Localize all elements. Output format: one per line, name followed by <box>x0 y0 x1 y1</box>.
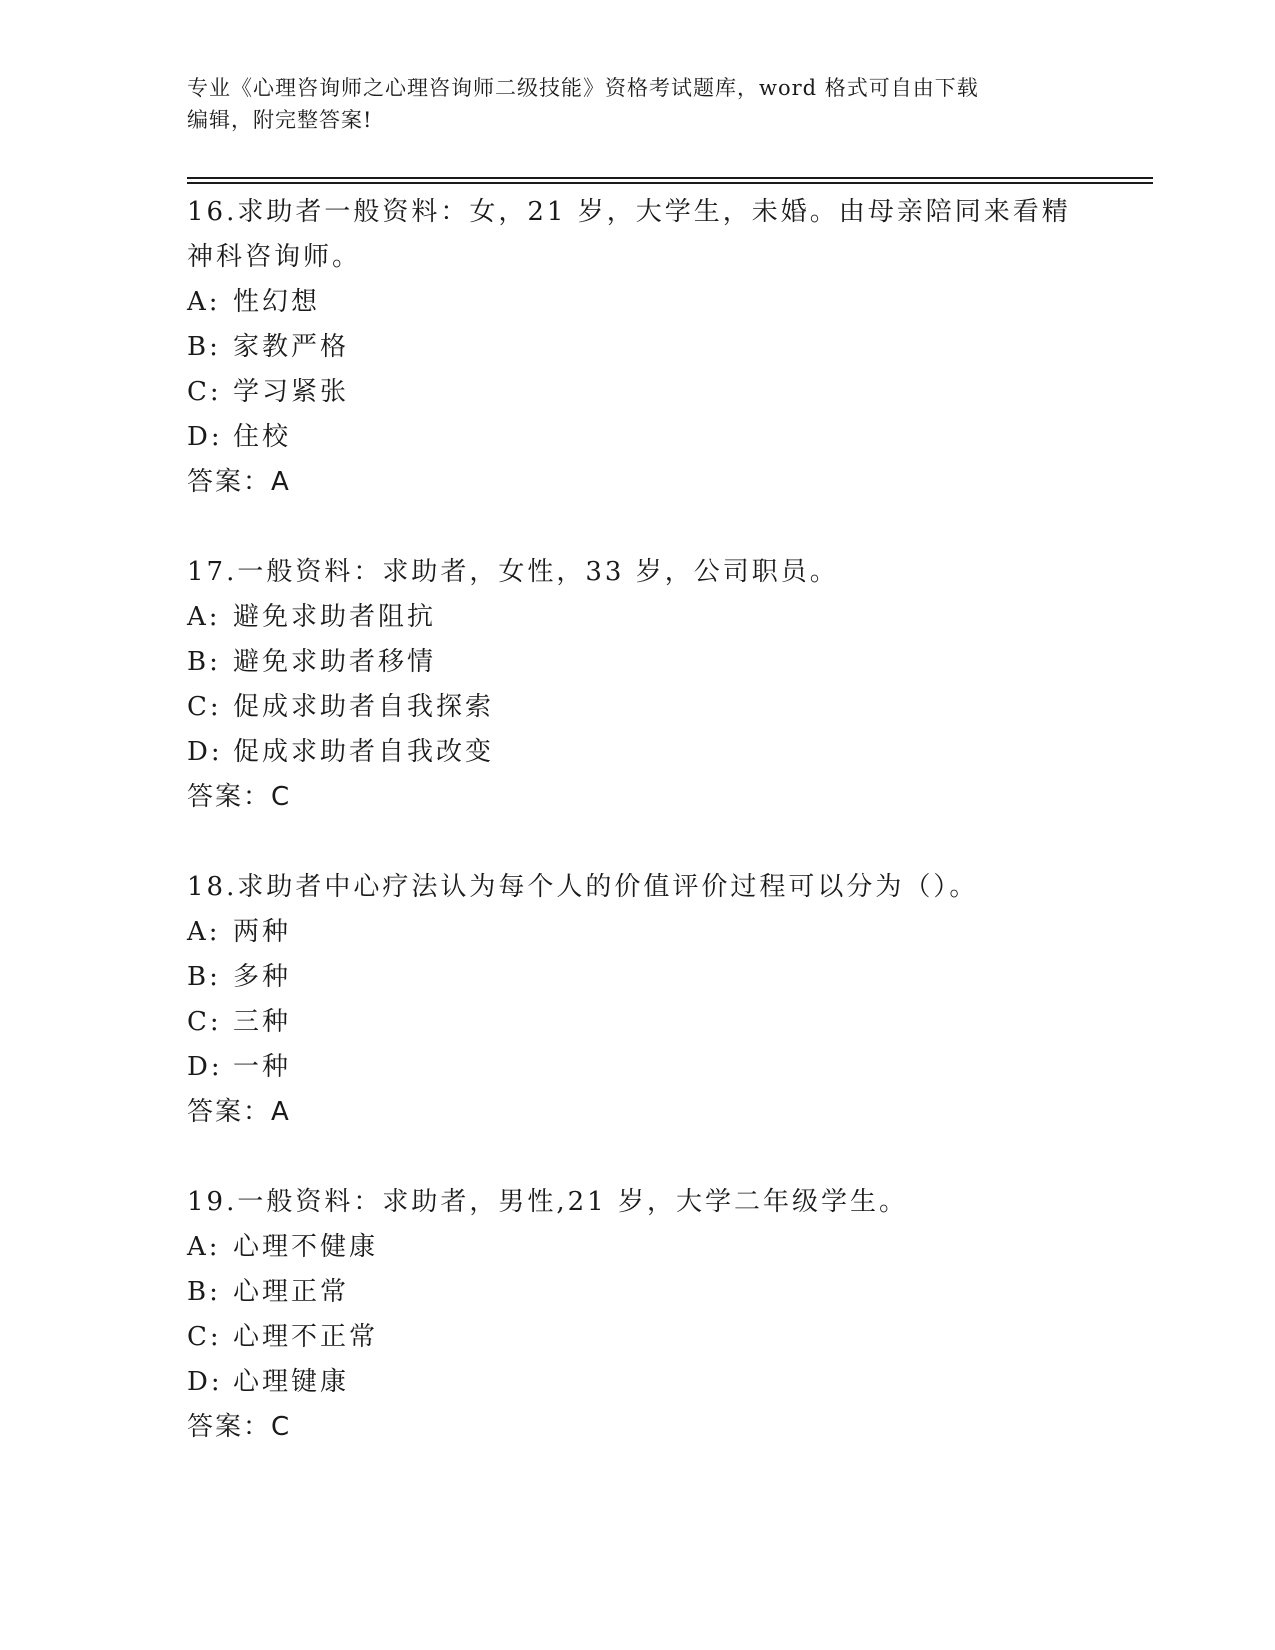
option-letter: B: <box>187 1277 221 1307</box>
option-text: 促成求助者自我改变 <box>233 737 495 767</box>
option-text: 避免求助者阻抗 <box>233 602 437 632</box>
option-d <box>187 1045 1087 1090</box>
option-d <box>187 415 1087 460</box>
option-letter: D: <box>187 737 223 767</box>
option-letter: C: <box>187 692 222 722</box>
option-d <box>187 730 1087 775</box>
option-text: 两种 <box>233 917 292 947</box>
option-text: 家教严格 <box>233 332 350 362</box>
option-a <box>187 910 1087 955</box>
option-d <box>187 1360 1087 1405</box>
option-text: 心理不正常 <box>233 1322 379 1352</box>
answer: 答案：C <box>187 782 292 812</box>
question-16 <box>187 190 1087 505</box>
option-text: 心理键康 <box>233 1367 350 1397</box>
header-divider-bottom <box>187 182 1153 184</box>
option-letter: D: <box>187 1052 223 1082</box>
option-b <box>187 325 1087 370</box>
option-letter: A: <box>187 917 221 947</box>
question-stem: 16.求助者一般资料：女，21 岁，大学生，未婚。由母亲陪同来看精神科咨询师。 <box>187 197 1071 272</box>
option-c <box>187 1315 1087 1360</box>
option-letter: D: <box>187 1367 223 1397</box>
question-18 <box>187 865 1087 1135</box>
option-b <box>187 640 1087 685</box>
option-letter: D: <box>187 422 223 452</box>
option-text: 住校 <box>233 422 292 452</box>
answer: 答案：A <box>187 1097 291 1127</box>
option-letter: B: <box>187 962 221 992</box>
answer: 答案：C <box>187 1412 292 1442</box>
answer: 答案：A <box>187 467 291 497</box>
option-letter: C: <box>187 377 222 407</box>
option-letter: B: <box>187 647 221 677</box>
option-text: 学习紧张 <box>233 377 350 407</box>
question-17 <box>187 550 1087 820</box>
question-stem: 19.一般资料：求助者，男性,21 岁，大学二年级学生。 <box>187 1187 908 1217</box>
option-letter: C: <box>187 1322 222 1352</box>
question-stem: 17.一般资料：求助者，女性，33 岁，公司职员。 <box>187 557 839 587</box>
document-header <box>187 72 1087 136</box>
option-text: 促成求助者自我探索 <box>233 692 495 722</box>
option-text: 性幻想 <box>233 287 321 317</box>
option-text: 心理正常 <box>233 1277 350 1307</box>
question-stem: 18.求助者中心疗法认为每个人的价值评价过程可以分为（）。 <box>187 872 979 902</box>
option-letter: A: <box>187 602 221 632</box>
option-b <box>187 955 1087 1000</box>
option-letter: A: <box>187 1232 221 1262</box>
option-a <box>187 595 1087 640</box>
question-list <box>187 190 1087 1495</box>
question-19 <box>187 1180 1087 1450</box>
option-text: 多种 <box>233 962 292 992</box>
option-a <box>187 1225 1087 1270</box>
option-text: 一种 <box>233 1052 292 1082</box>
option-c <box>187 370 1087 415</box>
option-text: 心理不健康 <box>233 1232 379 1262</box>
header-line-2: 编辑，附完整答案! <box>187 108 373 132</box>
option-c <box>187 685 1087 730</box>
header-divider-top <box>187 177 1153 179</box>
option-letter: C: <box>187 1007 222 1037</box>
option-text: 三种 <box>233 1007 292 1037</box>
option-b <box>187 1270 1087 1315</box>
option-letter: A: <box>187 287 221 317</box>
option-text: 避免求助者移情 <box>233 647 437 677</box>
option-a <box>187 280 1087 325</box>
option-c <box>187 1000 1087 1045</box>
header-line-1: 专业《心理咨询师之心理咨询师二级技能》资格考试题库，word 格式可自由下载 <box>187 76 979 100</box>
option-letter: B: <box>187 332 221 362</box>
